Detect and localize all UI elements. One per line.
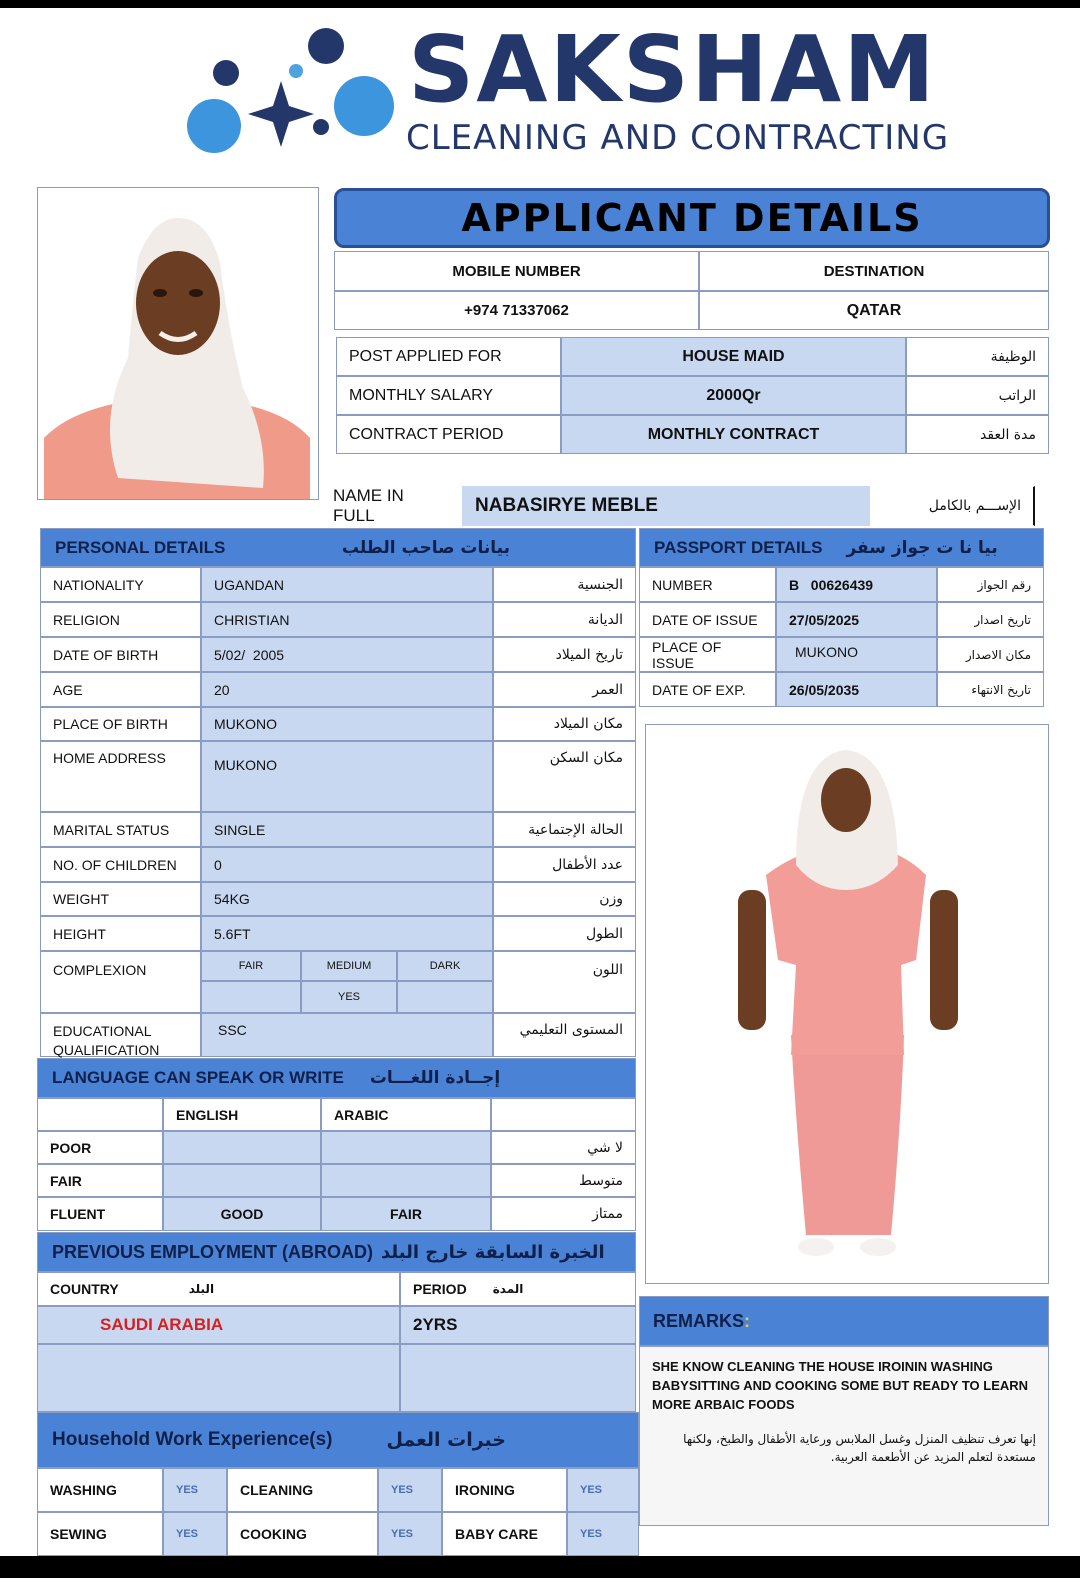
age-label: AGE (40, 672, 201, 707)
contract-period-ar: مدة العقد (906, 415, 1049, 454)
passport-title-ar: بيا نا ت جواز سفر (846, 537, 998, 558)
language-corner-cell (37, 1098, 163, 1131)
height-label: HEIGHT (40, 916, 201, 951)
household-babycare-label: BABY CARE (442, 1512, 567, 1556)
passport-issue-place-label: PLACE OF ISSUE (639, 637, 776, 672)
post-applied-ar: الوظيفة (906, 337, 1049, 376)
household-title: Household Work Experience(s) (52, 1429, 333, 1450)
complexion-label: COMPLEXION (40, 951, 201, 1013)
language-col-arabic: ARABIC (321, 1098, 491, 1131)
applicant-full-body-photo (645, 724, 1049, 1284)
place-of-birth-value: MUKONO (201, 707, 493, 741)
language-poor-english (163, 1131, 321, 1164)
language-poor-ar: لا شي (491, 1131, 636, 1164)
weight-label: WEIGHT (40, 882, 201, 916)
monthly-salary-label: MONTHLY SALARY (336, 376, 561, 415)
name-in-full-value: NABASIRYE MEBLE (462, 486, 870, 526)
marital-status-ar: الحالة الإجتماعية (493, 812, 636, 847)
language-title-ar: إجــادة اللغـــات (369, 1068, 501, 1088)
passport-expiry-ar: تاريخ الانتهاء (937, 672, 1044, 707)
passport-issue-place-value: MUKONO (776, 637, 937, 672)
bottom-border (0, 1556, 1080, 1578)
remarks-title: REMARKS (653, 1310, 745, 1331)
personal-details-title-ar: بيانات صاحب الطلب (341, 537, 510, 558)
passport-issue-date-ar: تاريخ اصدار (937, 602, 1044, 637)
education-ar: المستوى التعليمي (493, 1013, 636, 1057)
destination-value: QATAR (699, 291, 1049, 330)
language-fair-arabic (321, 1164, 491, 1197)
passport-issue-date-value: 27/05/2025 (776, 602, 937, 637)
weight-value: 54KG (201, 882, 493, 916)
language-fluent-english: GOOD (163, 1197, 321, 1231)
employment-country-value: SAUDI ARABIA (100, 1315, 224, 1334)
household-title-ar: خبرات العمل (386, 1429, 506, 1451)
remarks-text-ar: إنها تعرف تنظيف المنزل وغسل الملابس ورعاية الأطفال والطبخ، ولكنها مستعدة لتعلم المزيد عن الأطعمة العربية. (683, 1432, 1036, 1464)
logo-bubbles-icon (186, 26, 396, 156)
language-header (37, 1058, 636, 1098)
nationality-label: NATIONALITY (40, 567, 201, 602)
post-applied-label: POST APPLIED FOR (336, 337, 561, 376)
employment-header (37, 1232, 636, 1272)
language-row-poor: POOR (37, 1131, 163, 1164)
language-fair-english (163, 1164, 321, 1197)
employment-country-ar: البلد (188, 1282, 215, 1296)
household-cleaning-label: CLEANING (227, 1468, 378, 1512)
passport-issue-place-ar: مكان الاصدار (937, 637, 1044, 672)
household-header (37, 1412, 639, 1468)
marital-status-label: MARITAL STATUS (40, 812, 201, 847)
logo-title: SAKSHAM (408, 16, 937, 123)
employment-title-ar: الخبرة السابقة خارج البلد (381, 1241, 605, 1263)
language-fluent-arabic: FAIR (321, 1197, 491, 1231)
top-border (0, 0, 1080, 8)
employment-title: PREVIOUS EMPLOYMENT (ABROAD) (52, 1241, 374, 1262)
household-cooking-label: COOKING (227, 1512, 378, 1556)
complexion-medium: MEDIUM (301, 951, 397, 981)
language-fluent-ar: ممتاز (491, 1197, 636, 1231)
home-address-ar: مكان السكن (493, 741, 636, 812)
marital-status-value: SINGLE (201, 812, 493, 847)
nationality-value: UGANDAN (201, 567, 493, 602)
household-washing-label: WASHING (37, 1468, 163, 1512)
place-of-birth-label: PLACE OF BIRTH (40, 707, 201, 741)
mobile-number-value: +974 71337062 (334, 291, 699, 330)
personal-details-header (40, 528, 636, 567)
religion-label: RELIGION (40, 602, 201, 637)
household-ironing-label: IRONING (442, 1468, 567, 1512)
post-applied-value: HOUSE MAID (561, 337, 906, 376)
passport-number-value: B 00626439 (776, 567, 937, 602)
employment-period-label: PERIOD (413, 1281, 467, 1297)
passport-title: PASSPORT DETAILS (654, 537, 823, 557)
passport-number-ar: رقم الجواز (937, 567, 1044, 602)
complexion-dark: DARK (397, 951, 493, 981)
education-value: SSC (201, 1013, 493, 1057)
household-sewing-value: YES (163, 1512, 227, 1556)
date-of-birth-value: 5/02/ 2005 (201, 637, 493, 672)
height-ar: الطول (493, 916, 636, 951)
remarks-text: SHE KNOW CLEANING THE HOUSE IROININ WASHING BABYSITTING AND COOKING SOME BUT READY TO LEARN MORE ARBAIC FOODS (652, 1359, 1029, 1412)
complexion-fair: FAIR (201, 951, 301, 981)
employment-country-label: COUNTRY (50, 1281, 119, 1297)
home-address-value: MUKONO (201, 741, 493, 812)
logo-subtitle: CLEANING AND CONTRACTING (406, 118, 950, 158)
remarks-header (639, 1296, 1049, 1346)
employment-period-ar: المدة (492, 1282, 524, 1296)
religion-ar: الديانة (493, 602, 636, 637)
passport-number-label: NUMBER (639, 567, 776, 602)
remarks-colon: : (744, 1310, 751, 1331)
passport-header (639, 528, 1044, 567)
employment-empty-period (400, 1344, 636, 1412)
name-in-full-ar: الإســـم بالكامل (870, 486, 1035, 526)
employment-empty-country (37, 1344, 400, 1412)
monthly-salary-ar: الراتب (906, 376, 1049, 415)
household-cleaning-value: YES (378, 1468, 442, 1512)
home-address-label: HOME ADDRESS (40, 741, 201, 812)
employment-country-cell (37, 1306, 400, 1344)
age-value: 20 (201, 672, 493, 707)
monthly-salary-value: 2000Qr (561, 376, 906, 415)
complexion-medium-mark: YES (301, 981, 397, 1013)
employment-country-head (37, 1272, 400, 1306)
nationality-ar: الجنسية (493, 567, 636, 602)
applicant-portrait-photo (37, 187, 319, 500)
contract-period-label: CONTRACT PERIOD (336, 415, 561, 454)
weight-ar: وزن (493, 882, 636, 916)
language-fair-ar: متوسط (491, 1164, 636, 1197)
passport-expiry-label: DATE OF EXP. (639, 672, 776, 707)
complexion-ar: اللون (493, 951, 636, 1013)
children-value: 0 (201, 847, 493, 882)
complexion-dark-mark (397, 981, 493, 1013)
personal-details-title: PERSONAL DETAILS (55, 537, 226, 557)
household-ironing-value: YES (567, 1468, 639, 1512)
place-of-birth-ar: مكان الميلاد (493, 707, 636, 741)
employment-period-head (400, 1272, 636, 1306)
remarks-box (639, 1346, 1049, 1526)
household-washing-value: YES (163, 1468, 227, 1512)
employment-period-value: 2YRS (400, 1306, 636, 1344)
age-ar: العمر (493, 672, 636, 707)
language-title: LANGUAGE CAN SPEAK OR WRITE (52, 1068, 344, 1087)
applicant-details-banner: APPLICANT DETAILS (334, 188, 1050, 248)
destination-label: DESTINATION (699, 251, 1049, 291)
household-sewing-label: SEWING (37, 1512, 163, 1556)
date-of-birth-label: DATE OF BIRTH (40, 637, 201, 672)
contract-period-value: MONTHLY CONTRACT (561, 415, 906, 454)
language-row-fair: FAIR (37, 1164, 163, 1197)
children-ar: عدد الأطفال (493, 847, 636, 882)
children-label: NO. OF CHILDREN (40, 847, 201, 882)
household-babycare-value: YES (567, 1512, 639, 1556)
name-in-full-label: NAME IN FULL (320, 486, 462, 526)
language-row-fluent: FLUENT (37, 1197, 163, 1231)
passport-issue-date-label: DATE OF ISSUE (639, 602, 776, 637)
date-of-birth-ar: تاريخ الميلاد (493, 637, 636, 672)
language-col-english: ENGLISH (163, 1098, 321, 1131)
mobile-number-label: MOBILE NUMBER (334, 251, 699, 291)
complexion-fair-mark (201, 981, 301, 1013)
household-cooking-value: YES (378, 1512, 442, 1556)
passport-expiry-value: 26/05/2035 (776, 672, 937, 707)
religion-value: CHRISTIAN (201, 602, 493, 637)
language-ar-col-head (491, 1098, 636, 1131)
height-value: 5.6FT (201, 916, 493, 951)
language-poor-arabic (321, 1131, 491, 1164)
education-label: EDUCATIONAL QUALIFICATION (40, 1013, 201, 1057)
